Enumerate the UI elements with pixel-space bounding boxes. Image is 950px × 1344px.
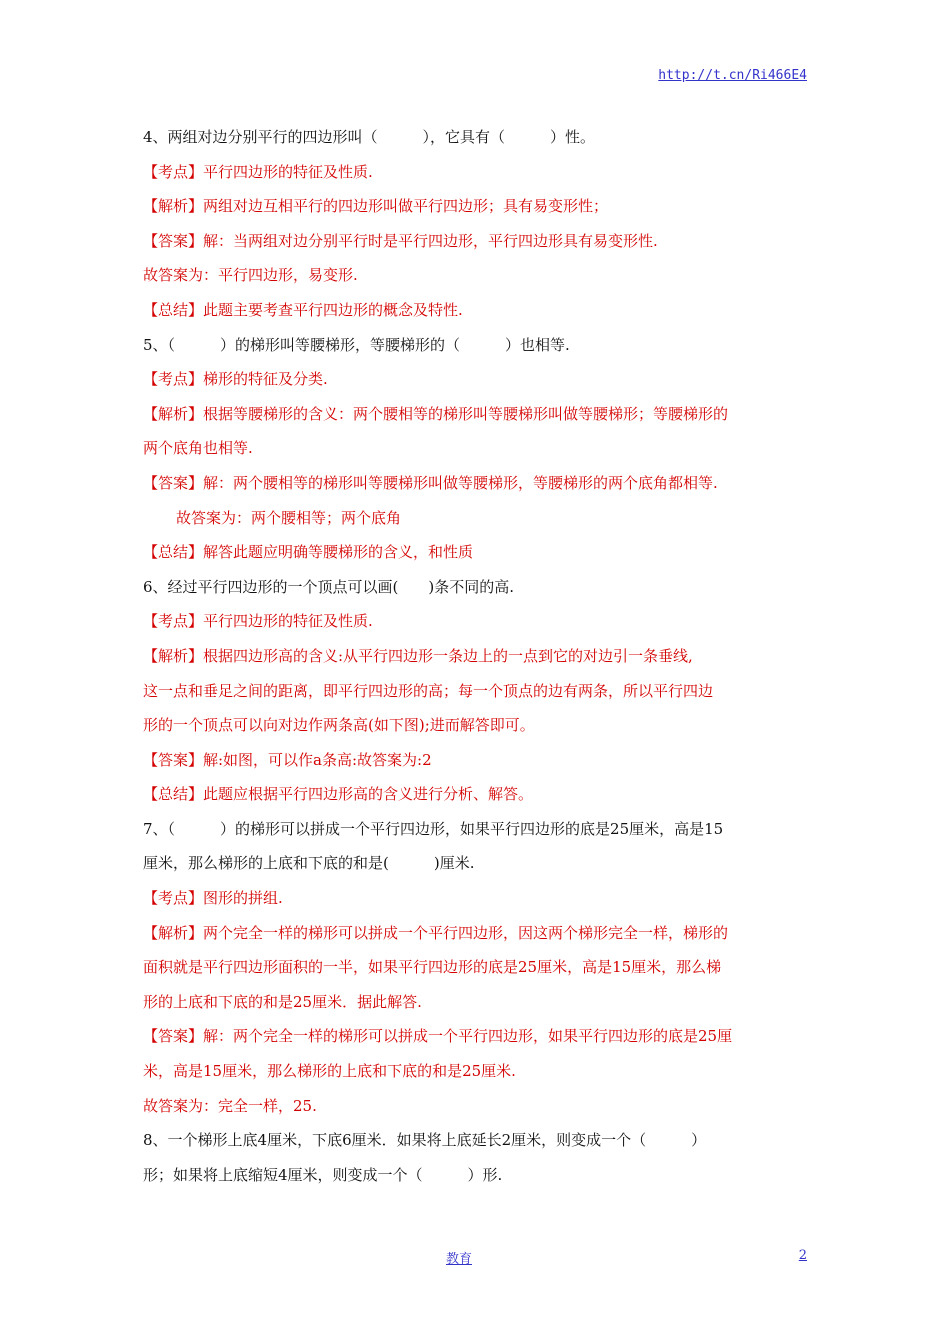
text-line: 【解析】根据等腰梯形的含义：两个腰相等的梯形叫等腰梯形叫做等腰梯形；等腰梯形的 <box>143 404 729 423</box>
text-line: 【考点】平行四边形的特征及性质. <box>143 162 373 181</box>
text-line: 【答案】解：两个完全一样的梯形可以拼成一个平行四边形，如果平行四边形的底是25厘 <box>143 1027 733 1046</box>
text-line: 故答案为：平行四边形，易变形. <box>143 266 358 285</box>
text-line: 【考点】梯形的特征及分类. <box>143 370 328 389</box>
text-line: 米，高是15厘米，那么梯形的上底和下底的和是25厘米. <box>143 1062 516 1081</box>
text-line: 形的上底和下底的和是25厘米．据此解答. <box>143 992 422 1011</box>
text-line: 【总结】此题应根据平行四边形高的含义进行分析、解答。 <box>143 785 534 804</box>
text-line: 这一点和垂足之间的距离，即平行四边形的高；每一个顶点的边有两条，所以平行四边 <box>143 681 714 700</box>
text-line: 形的一个顶点可以向对边作两条高(如下图);进而解答即可。 <box>143 716 535 735</box>
text-line: 面积就是平行四边形面积的一半，如果平行四边形的底是25厘米，高是15厘米，那么梯 <box>143 958 722 977</box>
text-line: 【总结】此题主要考查平行四边形的概念及特性. <box>143 300 463 319</box>
header-url-link[interactable]: http://t.cn/Ri466E4 <box>658 68 807 83</box>
text-line: 【解析】两组对边互相平行的四边形叫做平行四边形；具有易变形性； <box>143 197 609 216</box>
text-line: 两个底角也相等. <box>143 439 253 458</box>
text-line: 7、（ ）的梯形可以拼成一个平行四边形，如果平行四边形的底是25厘米，高是15 <box>143 819 724 838</box>
text-line: 【考点】图形的拼组. <box>143 889 283 908</box>
footer-link[interactable]: 教育 <box>446 1252 473 1267</box>
text-line: 厘米，那么梯形的上底和下底的和是( )厘米. <box>143 854 475 873</box>
text-line: 【总结】解答此题应明确等腰梯形的含义，和性质 <box>143 543 474 562</box>
text-line: 【解析】两个完全一样的梯形可以拼成一个平行四边形，因这两个梯形完全一样，梯形的 <box>143 923 729 942</box>
text-line: 8、一个梯形上底4厘米，下底6厘米．如果将上底延长2厘米，则变成一个（ ） <box>143 1131 707 1150</box>
text-line: 【答案】解:如图，可以作a条高:故答案为:2 <box>143 750 432 769</box>
text-line: 【答案】解：两个腰相等的梯形叫等腰梯形叫做等腰梯形，等腰梯形的两个底角都相等. <box>143 473 718 492</box>
text-line: 【解析】根据四边形高的含义:从平行四边形一条边上的一点到它的对边引一条垂线, <box>143 646 693 665</box>
text-line: 【答案】解：当两组对边分别平行时是平行四边形，平行四边形具有易变形性. <box>143 231 658 250</box>
text-line: 故答案为：完全一样，25. <box>143 1096 317 1115</box>
text-line: 5、（ ）的梯形叫等腰梯形，等腰梯形的（ ）也相等. <box>143 335 570 354</box>
text-line: 【考点】平行四边形的特征及性质. <box>143 612 373 631</box>
page-number[interactable]: 2 <box>798 1248 807 1263</box>
document-body <box>143 120 809 1192</box>
text-line: 形；如果将上底缩短4厘米，则变成一个（ ）形. <box>143 1165 503 1184</box>
text-line: 故答案为：两个腰相等；两个底角 <box>176 508 402 527</box>
text-line: 6、经过平行四边形的一个顶点可以画( )条不同的高. <box>143 577 515 596</box>
text-line: 4、两组对边分别平行的四边形叫（ ），它具有（ ）性。 <box>143 128 596 146</box>
